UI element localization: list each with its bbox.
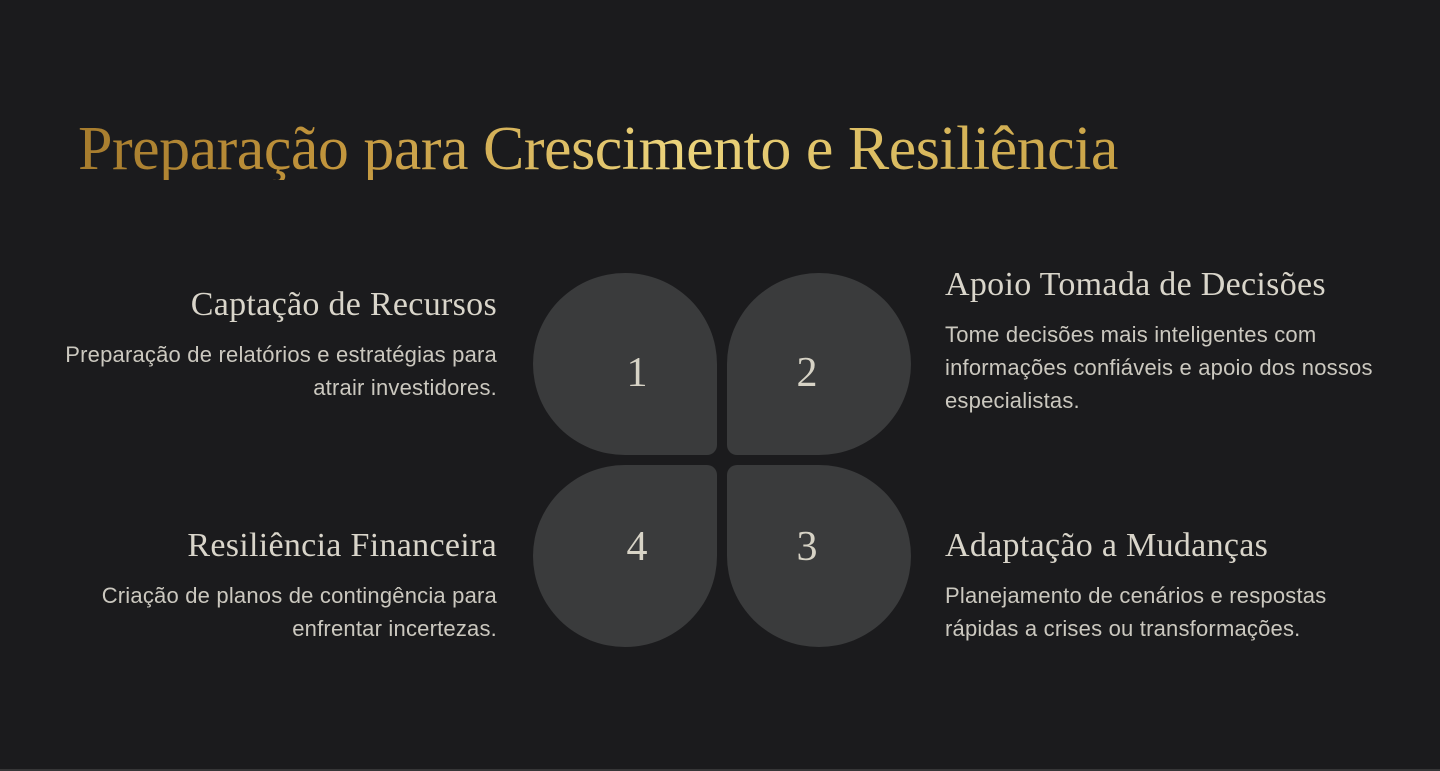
item-3-description: Planejamento de cenários e respostas rápidas a crises ou transformações. <box>945 583 1327 641</box>
petal-1-shape <box>533 273 717 455</box>
petal-4-shape <box>533 465 717 647</box>
petal-4-number: 4 <box>626 524 648 570</box>
petal-2-shape <box>727 273 911 455</box>
item-4-heading: Resiliência Financeira <box>187 527 497 564</box>
item-block-resiliencia-financeira <box>57 527 497 645</box>
item-block-apoio-tomada-de-decisoes <box>945 266 1375 417</box>
petal-diagram <box>533 273 911 647</box>
slide-title: Preparação para Crescimento e Resiliência <box>78 115 1118 183</box>
item-1-description: Preparação de relatórios e estratégias para atrair investidores. <box>65 342 497 400</box>
item-block-captacao-de-recursos <box>57 286 497 404</box>
petal-3-shape <box>727 465 911 647</box>
item-3-heading: Adaptação a Mudanças <box>945 527 1269 564</box>
petal-1-number: 1 <box>626 350 648 396</box>
item-4-description: Criação de planos de contingência para enfrentar incertezas. <box>101 583 497 641</box>
item-2-description: Tome decisões mais inteligentes com informações confiáveis e apoio dos nossos especialistas. <box>945 322 1373 413</box>
petal-2-number: 2 <box>796 350 818 396</box>
item-block-adaptacao-a-mudancas <box>945 527 1375 645</box>
petal-3-number: 3 <box>796 524 818 570</box>
item-2-heading: Apoio Tomada de Decisões <box>945 266 1326 303</box>
item-1-heading: Captação de Recursos <box>190 286 497 323</box>
